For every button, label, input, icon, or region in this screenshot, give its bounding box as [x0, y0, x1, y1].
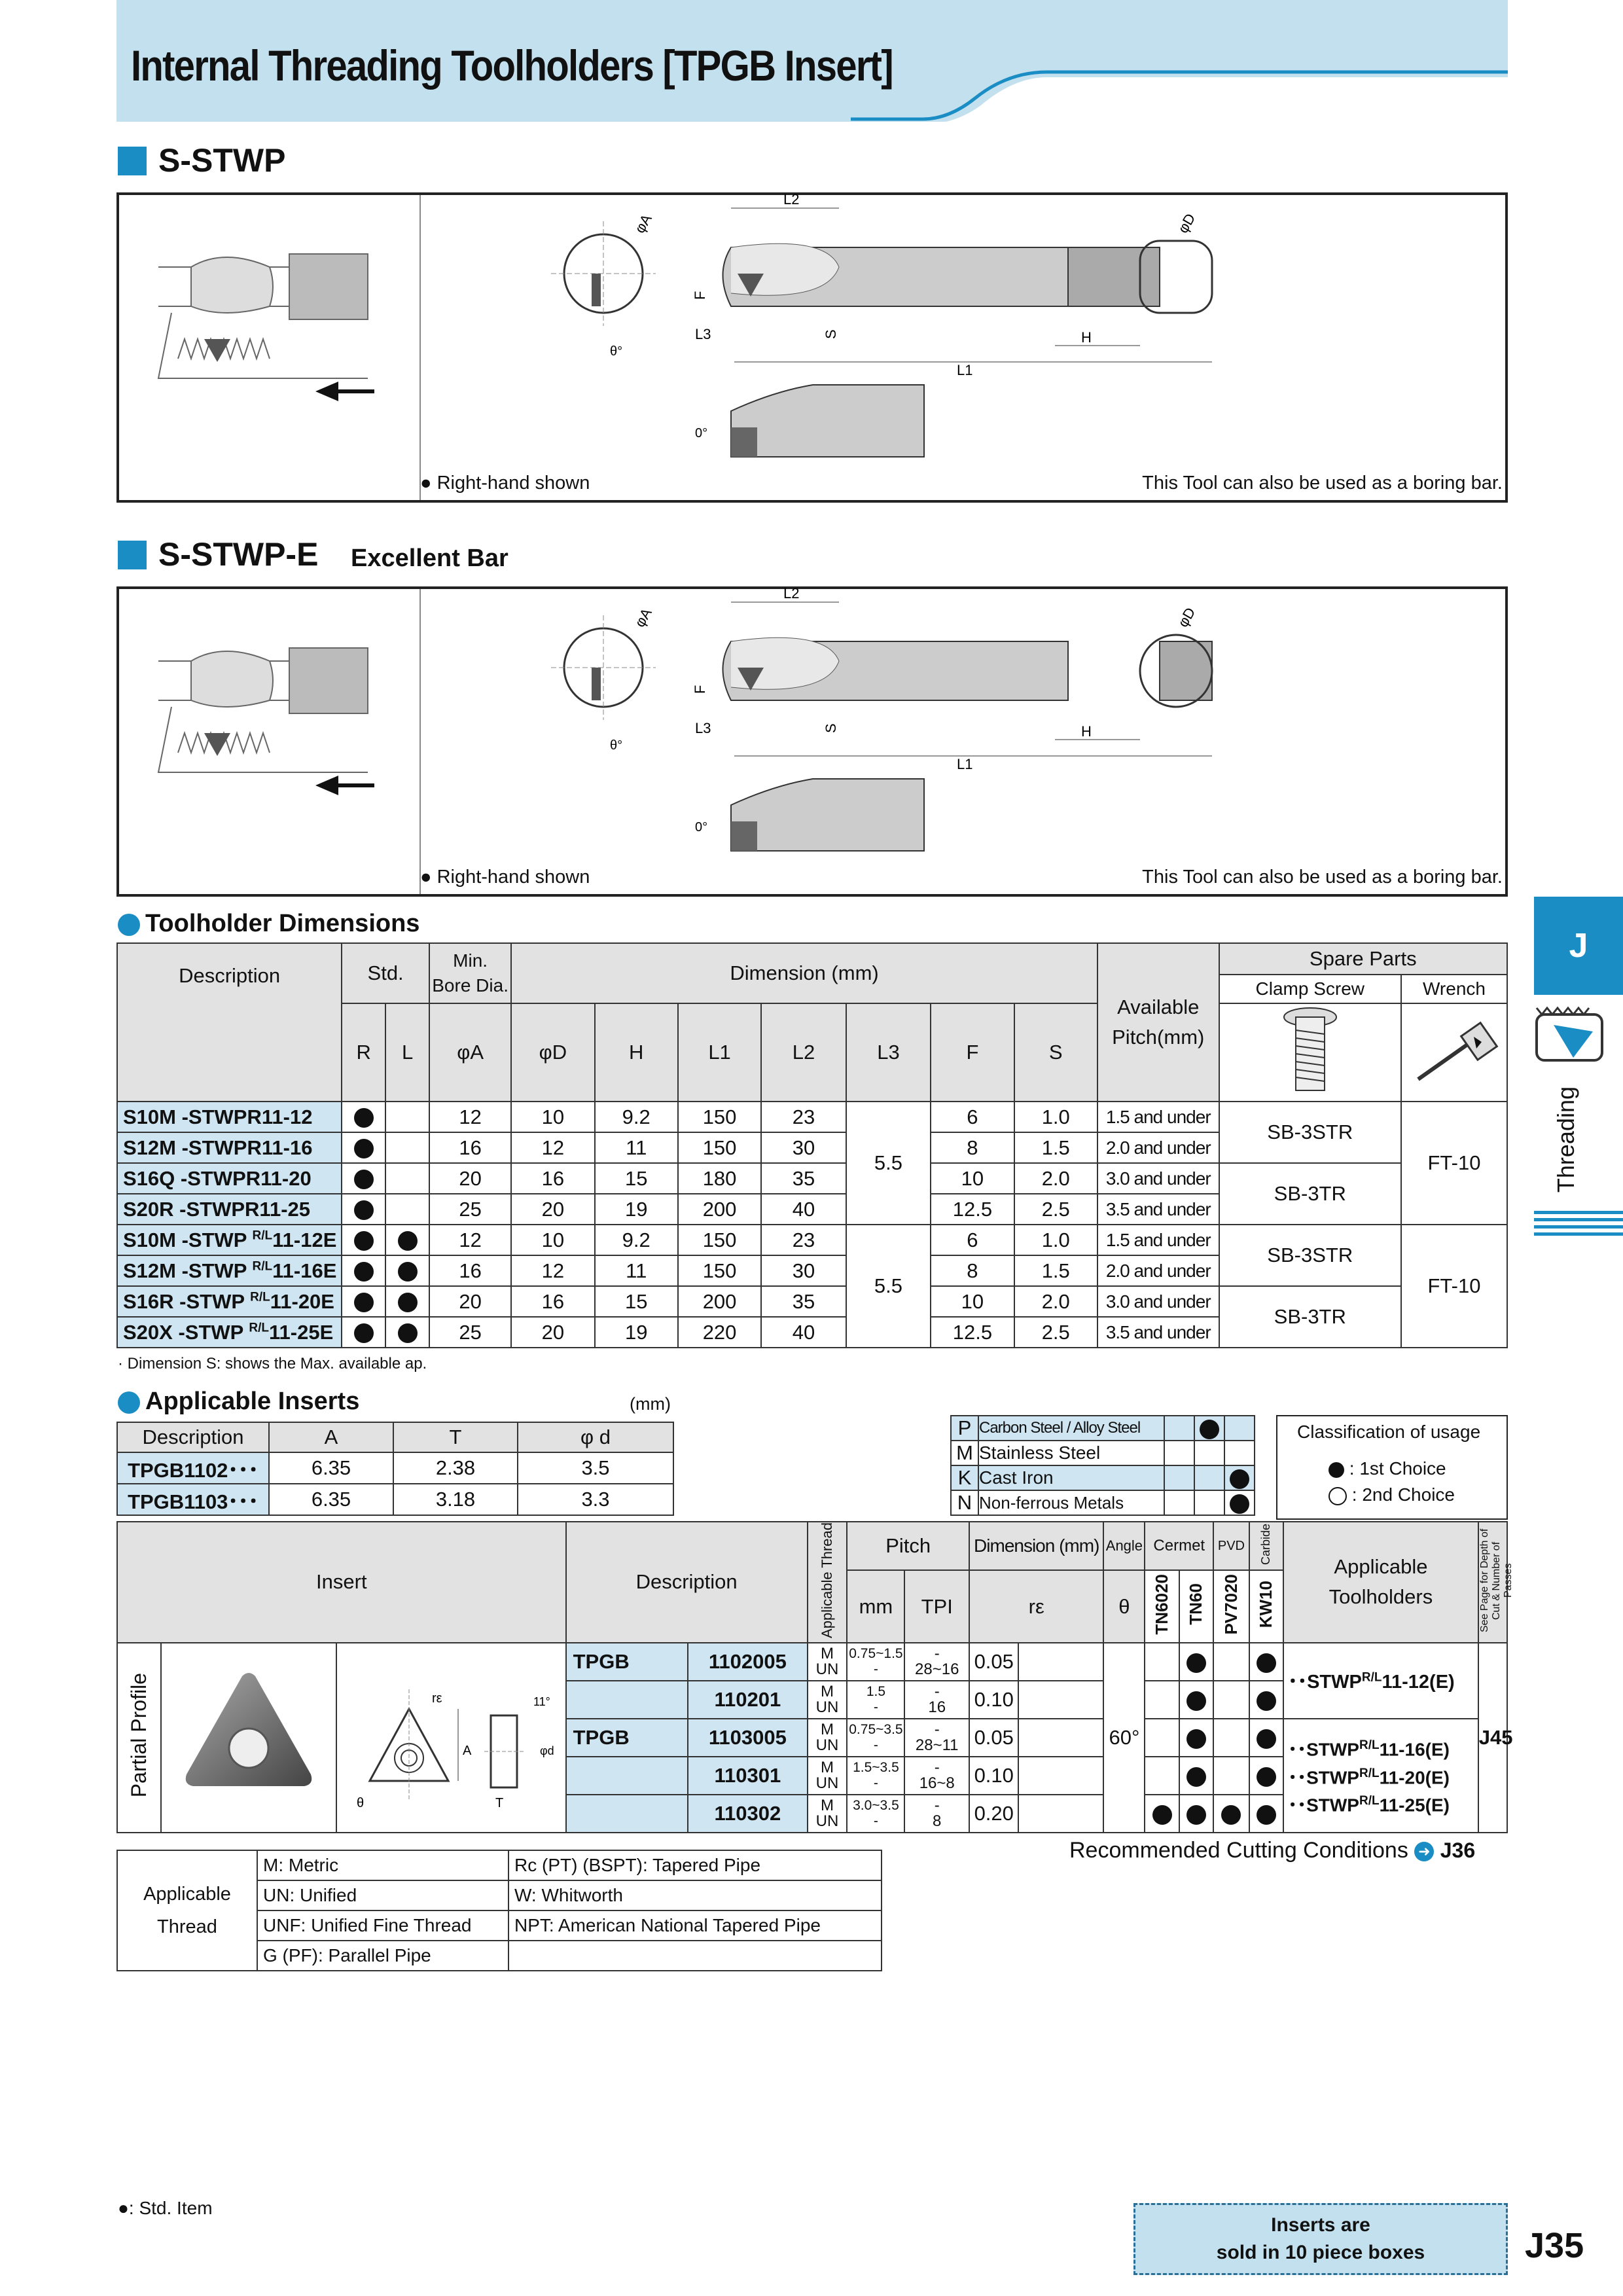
insert-code: 110302 — [688, 1795, 807, 1833]
cell-L2: 40 — [761, 1317, 846, 1348]
row-description: S20X -STWP $^{R/L}$11-25E — [117, 1317, 342, 1348]
toolholder-dimensions-table — [116, 942, 1508, 1348]
cell-S: 1.0 — [1014, 1225, 1097, 1255]
hdr-dimension: Dimension (mm) — [969, 1522, 1103, 1570]
thread-item: W: Whitworth — [508, 1880, 882, 1910]
section1-note-left: ● Right-hand shown — [420, 473, 590, 493]
cell-D: 16 — [511, 1163, 594, 1194]
cell-H: 19 — [595, 1194, 678, 1225]
section2-drawing — [119, 585, 1505, 894]
hdr-insert: Insert — [117, 1522, 566, 1643]
std-R-mark — [354, 1323, 374, 1343]
cell-L2: 40 — [761, 1194, 846, 1225]
cell-L2: 35 — [761, 1286, 846, 1317]
material-name: Carbon Steel / Alloy Steel — [978, 1416, 1164, 1441]
cell-S: 1.5 — [1014, 1132, 1097, 1163]
wrench-image — [1401, 1003, 1507, 1102]
thread-legend-table — [116, 1850, 882, 1971]
cell-A: 12 — [429, 1102, 511, 1132]
dimensions-footnote: · Dimension S: shows the Max. available ap. — [118, 1355, 427, 1372]
re-value: 0.05 — [969, 1643, 1018, 1681]
cell-L2: 23 — [761, 1102, 846, 1132]
std-R-mark — [354, 1262, 374, 1282]
clamp-screw-image — [1219, 1003, 1401, 1102]
insert-code: 110201 — [688, 1681, 807, 1719]
thread-type: M UN — [808, 1643, 847, 1681]
cell-clamp: SB-3TR — [1219, 1286, 1401, 1348]
hdr-S: S — [1014, 1003, 1097, 1102]
re-value: 0.10 — [969, 1757, 1018, 1795]
cell-A: 20 — [429, 1286, 511, 1317]
usage-mark — [1200, 1420, 1219, 1439]
pitch-tpi: - 28~11 — [904, 1719, 969, 1757]
insert-d: 3.3 — [518, 1484, 673, 1515]
pitch-mm: 0.75~1.5 - — [847, 1643, 904, 1681]
row-description: S20R -STWPR11-25 — [117, 1194, 342, 1225]
svg-text:A: A — [462, 1743, 471, 1758]
std-R-mark — [354, 1170, 374, 1189]
svg-text:rε: rε — [431, 1691, 442, 1706]
grade-mark — [1152, 1805, 1172, 1825]
cell-S: 2.5 — [1014, 1317, 1097, 1348]
grade-PV7020: PV7020 — [1213, 1570, 1249, 1643]
row-description: S12M -STWPR11-16 — [117, 1132, 342, 1163]
see-page-value: J45 — [1478, 1643, 1507, 1833]
re-value: 0.20 — [969, 1795, 1018, 1833]
cell-H: 11 — [595, 1132, 678, 1163]
cell-S: 2.0 — [1014, 1163, 1097, 1194]
cell-A: 16 — [429, 1132, 511, 1163]
insert-desc: TPGB1103･･･ — [117, 1484, 269, 1515]
usage-second: : 2nd Choice — [1329, 1484, 1455, 1505]
footer-note: Inserts are sold in 10 piece boxes — [1133, 2203, 1508, 2275]
thread-item: G (PF): Parallel Pipe — [257, 1941, 508, 1971]
row-description: S16R -STWP $^{R/L}$11-20E — [117, 1286, 342, 1317]
std-item-legend: ●: Std. Item — [118, 2198, 213, 2218]
hdr-d: φ d — [518, 1422, 673, 1452]
insert-code: 110301 — [688, 1757, 807, 1795]
std-R-mark — [354, 1108, 374, 1128]
svg-text:φA: φA — [631, 605, 655, 630]
cell-L2: 30 — [761, 1255, 846, 1286]
material-name: Non-ferrous Metals — [978, 1490, 1164, 1515]
insert-photo-icon — [170, 1650, 327, 1820]
page-title: Internal Threading Toolholders [TPGB Insert] — [131, 41, 893, 90]
page-number: J35 — [1525, 2226, 1584, 2265]
hdr-carbide: Carbide — [1249, 1522, 1283, 1570]
cell-L3: 5.5 — [846, 1102, 931, 1225]
cell-H: 9.2 — [595, 1102, 678, 1132]
hdr-spare-parts: Spare Parts — [1219, 943, 1507, 975]
insert-prefix: TPGB — [566, 1643, 688, 1681]
svg-text:φD: φD — [1174, 604, 1199, 630]
hdr-angle: Angle — [1103, 1522, 1145, 1570]
section1-note-right: This Tool can also be used as a boring bar. — [1142, 473, 1503, 493]
label-S: S — [823, 329, 839, 339]
cell-A: 25 — [429, 1317, 511, 1348]
label-zero: 0° — [695, 426, 708, 440]
svg-text:θ°: θ° — [610, 738, 623, 753]
pitch-mm: 0.75~3.5 - — [847, 1719, 904, 1757]
hdr-tpi: TPI — [904, 1570, 969, 1643]
angle-value: 60° — [1103, 1643, 1145, 1833]
cell-pitch: 3.0 and under — [1097, 1286, 1219, 1317]
hdr-applicable-thread: Applicable Thread — [808, 1522, 847, 1643]
label-L1: L1 — [957, 362, 973, 378]
svg-text:L3: L3 — [695, 720, 711, 736]
grade-mark — [1221, 1805, 1241, 1825]
material-code: K — [951, 1465, 978, 1490]
hdr-min-bore: Min. Bore Dia. — [429, 943, 511, 1003]
std-R-mark — [354, 1231, 374, 1251]
thread-type: M UN — [808, 1795, 847, 1833]
hdr-description: Description — [117, 1003, 342, 1102]
cell-clamp: SB-3TR — [1219, 1163, 1401, 1225]
usage-mark — [1230, 1494, 1249, 1514]
cell-pitch: 3.5 and under — [1097, 1194, 1219, 1225]
thread-type: M UN — [808, 1719, 847, 1757]
pitch-tpi: - 8 — [904, 1795, 969, 1833]
cell-F: 8 — [931, 1132, 1014, 1163]
cell-D: 10 — [511, 1102, 594, 1132]
thread-item: M: Metric — [257, 1850, 508, 1880]
cell-H: 9.2 — [595, 1225, 678, 1255]
usage-title: Classification of usage — [1297, 1422, 1481, 1442]
grade-mark — [1257, 1767, 1276, 1787]
cell-pitch: 2.0 and under — [1097, 1132, 1219, 1163]
cell-A: 25 — [429, 1194, 511, 1225]
cell-D: 10 — [511, 1225, 594, 1255]
row-description: S10M -STWPR11-12 — [117, 1102, 342, 1132]
svg-text:φd: φd — [539, 1744, 554, 1757]
svg-text:11°: 11° — [533, 1695, 550, 1708]
label-H: H — [1081, 329, 1092, 346]
thread-item: UNF: Unified Fine Thread — [257, 1910, 508, 1941]
cell-pitch: 2.0 and under — [1097, 1255, 1219, 1286]
cell-wrench: FT-10 — [1401, 1102, 1507, 1225]
grade-mark — [1257, 1691, 1276, 1711]
cell-L1: 200 — [678, 1286, 761, 1317]
svg-text:0°: 0° — [695, 820, 708, 834]
hdr-L: L — [385, 1003, 429, 1102]
svg-text:L2: L2 — [783, 585, 800, 601]
section2-note-right: This Tool can also be used as a boring bar. — [1142, 867, 1503, 888]
hdr-see-page: See Page for Depth of Cut & Number of Passes — [1478, 1522, 1507, 1643]
insert-d: 3.5 — [518, 1452, 673, 1484]
hdr-A: φA — [429, 1003, 511, 1102]
pitch-tpi: - 28~16 — [904, 1643, 969, 1681]
usage-mark — [1230, 1469, 1249, 1489]
insert-A: 6.35 — [269, 1484, 393, 1515]
hdr-desc: Description — [117, 1422, 269, 1452]
usage-legend — [1276, 1415, 1508, 1520]
thread-legend-label: Applicable Thread — [117, 1850, 257, 1971]
material-name: Cast Iron — [978, 1465, 1164, 1490]
section-marker — [118, 147, 147, 175]
re-value: 0.10 — [969, 1681, 1018, 1719]
hdr-available-pitch: Available Pitch(mm) — [1097, 943, 1219, 1102]
cell-L2: 30 — [761, 1132, 846, 1163]
section2-title: S-STWP-E — [158, 536, 319, 573]
std-R-mark — [354, 1293, 374, 1312]
insert-code: 1102005 — [688, 1643, 807, 1681]
thread-type: M UN — [808, 1757, 847, 1795]
label-F: F — [692, 291, 708, 300]
thread-item — [508, 1941, 882, 1971]
std-R-mark — [354, 1139, 374, 1158]
cell-D: 12 — [511, 1132, 594, 1163]
thread-type: M UN — [808, 1681, 847, 1719]
insert-code: 1103005 — [688, 1719, 807, 1757]
applicable-toolholder: ･･$STWP^{R/L}11-12(E)$ — [1283, 1643, 1478, 1719]
cell-A: 16 — [429, 1255, 511, 1286]
wrench-icon — [1408, 1011, 1500, 1089]
hdr-description: Description — [566, 1522, 808, 1643]
cell-F: 12.5 — [931, 1317, 1014, 1348]
applicable-inserts-table — [116, 1422, 674, 1516]
grade-mark — [1186, 1767, 1206, 1787]
insert-T: 3.18 — [393, 1484, 518, 1515]
svg-text:T: T — [495, 1795, 503, 1810]
cell-L1: 150 — [678, 1225, 761, 1255]
label-phiA: φA — [631, 211, 655, 236]
label-L3: L3 — [695, 326, 711, 342]
label-theta: θ° — [610, 344, 623, 359]
side-tab-stripes — [1534, 1211, 1623, 1236]
pitch-tpi: - 16~8 — [904, 1757, 969, 1795]
grade-KW10: KW10 — [1249, 1570, 1283, 1643]
arrow-right-icon: ➜ — [1414, 1842, 1434, 1861]
material-code: N — [951, 1490, 978, 1515]
insert-prefix: TPGB — [566, 1719, 688, 1757]
grade-TN6020: TN6020 — [1145, 1570, 1179, 1643]
grade-mark — [1257, 1653, 1276, 1673]
cell-S: 2.5 — [1014, 1194, 1097, 1225]
label-phiD: φD — [1174, 210, 1199, 236]
insert-drawing-icon — [344, 1650, 560, 1820]
cell-D: 20 — [511, 1317, 594, 1348]
cell-L1: 220 — [678, 1317, 761, 1348]
cell-D: 20 — [511, 1194, 594, 1225]
hdr-D: φD — [511, 1003, 594, 1102]
hdr-L3: L3 — [846, 1003, 931, 1102]
cell-clamp: SB-3STR — [1219, 1102, 1401, 1163]
hdr-pitch: Pitch — [847, 1522, 969, 1570]
std-L-mark — [398, 1323, 418, 1343]
cell-H: 19 — [595, 1317, 678, 1348]
hdr-pvd: PVD — [1213, 1522, 1249, 1570]
section1-title: S-STWP — [158, 142, 286, 179]
row-description: S10M -STWP $^{R/L}$11-12E — [117, 1225, 342, 1255]
hdr-re: rε — [969, 1570, 1103, 1643]
partial-profile-label: Partial Profile — [117, 1643, 161, 1833]
cell-F: 10 — [931, 1163, 1014, 1194]
cell-pitch: 3.0 and under — [1097, 1163, 1219, 1194]
cell-F: 6 — [931, 1225, 1014, 1255]
re-value: 0.05 — [969, 1719, 1018, 1757]
insert-line-drawing — [336, 1643, 565, 1833]
side-tab-label: Threading — [1552, 1086, 1579, 1193]
grade-mark — [1186, 1653, 1206, 1673]
grade-mark — [1186, 1805, 1206, 1825]
cell-L1: 180 — [678, 1163, 761, 1194]
section2-subtitle: Excellent Bar — [351, 545, 508, 572]
hdr-clamp-screw: Clamp Screw — [1219, 975, 1401, 1003]
section-tab-J[interactable]: J — [1534, 897, 1623, 995]
material-code: P — [951, 1416, 978, 1441]
hdr-L2: L2 — [761, 1003, 846, 1102]
cell-F: 6 — [931, 1102, 1014, 1132]
cell-D: 16 — [511, 1286, 594, 1317]
std-L-mark — [398, 1262, 418, 1282]
usage-first: : 1st Choice — [1329, 1458, 1446, 1479]
svg-text:θ: θ — [356, 1795, 364, 1810]
thread-item: UN: Unified — [257, 1880, 508, 1910]
inserts-unit: (mm) — [630, 1394, 671, 1414]
cell-L2: 23 — [761, 1225, 846, 1255]
pitch-mm: 1.5~3.5 - — [847, 1757, 904, 1795]
std-R-mark — [354, 1200, 374, 1220]
cell-L3: 5.5 — [846, 1225, 931, 1348]
hdr-theta: θ — [1103, 1570, 1145, 1643]
section1-drawing — [119, 191, 1505, 500]
cell-S: 1.0 — [1014, 1102, 1097, 1132]
cell-clamp: SB-3STR — [1219, 1225, 1401, 1286]
row-description: S12M -STWP $^{R/L}$11-16E — [117, 1255, 342, 1286]
hdr-H: H — [595, 1003, 678, 1102]
cell-pitch: 1.5 and under — [1097, 1225, 1219, 1255]
hdr-T: T — [393, 1422, 518, 1452]
insert-photo — [161, 1643, 336, 1833]
hdr-mm: mm — [847, 1570, 904, 1643]
hdr-A: A — [269, 1422, 393, 1452]
hdr-std: Std. — [342, 943, 429, 1003]
hdr-wrench: Wrench — [1401, 975, 1507, 1003]
svg-text:F: F — [692, 685, 708, 694]
cell-F: 10 — [931, 1286, 1014, 1317]
row-description: S16Q -STWPR11-20 — [117, 1163, 342, 1194]
cell-pitch: 3.5 and under — [1097, 1317, 1219, 1348]
inserts-heading: Applicable Inserts — [145, 1388, 360, 1415]
grade-mark — [1257, 1805, 1276, 1825]
pitch-mm: 3.0~3.5 - — [847, 1795, 904, 1833]
cell-L2: 35 — [761, 1163, 846, 1194]
hdr-F: F — [931, 1003, 1014, 1102]
cell-H: 15 — [595, 1163, 678, 1194]
header-curve — [851, 59, 1512, 124]
cell-S: 1.5 — [1014, 1255, 1097, 1286]
insert-T: 2.38 — [393, 1452, 518, 1484]
hdr-applicable-toolholders: Applicable Toolholders — [1283, 1522, 1478, 1643]
materials-table — [950, 1415, 1255, 1516]
svg-text:L1: L1 — [957, 756, 973, 772]
section1-drawing-box — [116, 192, 1508, 503]
grade-mark — [1186, 1691, 1206, 1711]
pitch-mm: 1.5 - — [847, 1681, 904, 1719]
grade-mark — [1186, 1729, 1206, 1749]
grade-TN60: TN60 — [1179, 1570, 1213, 1643]
insert-desc: TPGB1102･･･ — [117, 1452, 269, 1484]
cell-H: 15 — [595, 1286, 678, 1317]
pitch-tpi: - 16 — [904, 1681, 969, 1719]
cell-pitch: 1.5 and under — [1097, 1102, 1219, 1132]
cell-wrench: FT-10 — [1401, 1225, 1507, 1348]
thread-item: Rc (PT) (BSPT): Tapered Pipe — [508, 1850, 882, 1880]
cell-F: 12.5 — [931, 1194, 1014, 1225]
grade-mark — [1257, 1729, 1276, 1749]
svg-text:S: S — [823, 723, 839, 733]
cell-A: 20 — [429, 1163, 511, 1194]
hdr-L1: L1 — [678, 1003, 761, 1102]
insert-grades-table — [116, 1521, 1514, 1833]
std-L-mark — [398, 1293, 418, 1312]
svg-text:H: H — [1081, 723, 1092, 740]
insert-A: 6.35 — [269, 1452, 393, 1484]
label-L2: L2 — [783, 191, 800, 207]
cell-L1: 150 — [678, 1132, 761, 1163]
material-name: Stainless Steel — [978, 1441, 1164, 1465]
cell-D: 12 — [511, 1255, 594, 1286]
section2-note-left: ● Right-hand shown — [420, 867, 590, 888]
section2-drawing-box — [116, 586, 1508, 897]
screw-icon — [1277, 1004, 1343, 1096]
cell-L1: 200 — [678, 1194, 761, 1225]
cell-L1: 150 — [678, 1102, 761, 1132]
bullet-dot — [118, 1391, 140, 1414]
dimensions-heading: Toolholder Dimensions — [145, 910, 420, 937]
threading-icon — [1534, 1005, 1623, 1071]
cell-S: 2.0 — [1014, 1286, 1097, 1317]
hdr-R: R — [342, 1003, 385, 1102]
bullet-dot — [118, 914, 140, 936]
hdr-cermet: Cermet — [1145, 1522, 1213, 1570]
thread-item: NPT: American National Tapered Pipe — [508, 1910, 882, 1941]
applicable-toolholder-list: ･･$STWP^{R/L}11-16(E)$ ･･$STWP^{R/L}11-20(E)$ ･･$STWP^{R/L}11-25(E)$ — [1283, 1719, 1478, 1833]
section-marker — [118, 541, 147, 569]
cell-H: 11 — [595, 1255, 678, 1286]
recommended-cutting-conditions-link[interactable]: Recommended Cutting Conditions ➜ J36 — [1069, 1838, 1476, 1863]
hdr-dimension: Dimension (mm) — [511, 943, 1097, 1003]
std-L-mark — [398, 1231, 418, 1251]
cell-F: 8 — [931, 1255, 1014, 1286]
material-code: M — [951, 1441, 978, 1465]
cell-L1: 150 — [678, 1255, 761, 1286]
cell-A: 12 — [429, 1225, 511, 1255]
